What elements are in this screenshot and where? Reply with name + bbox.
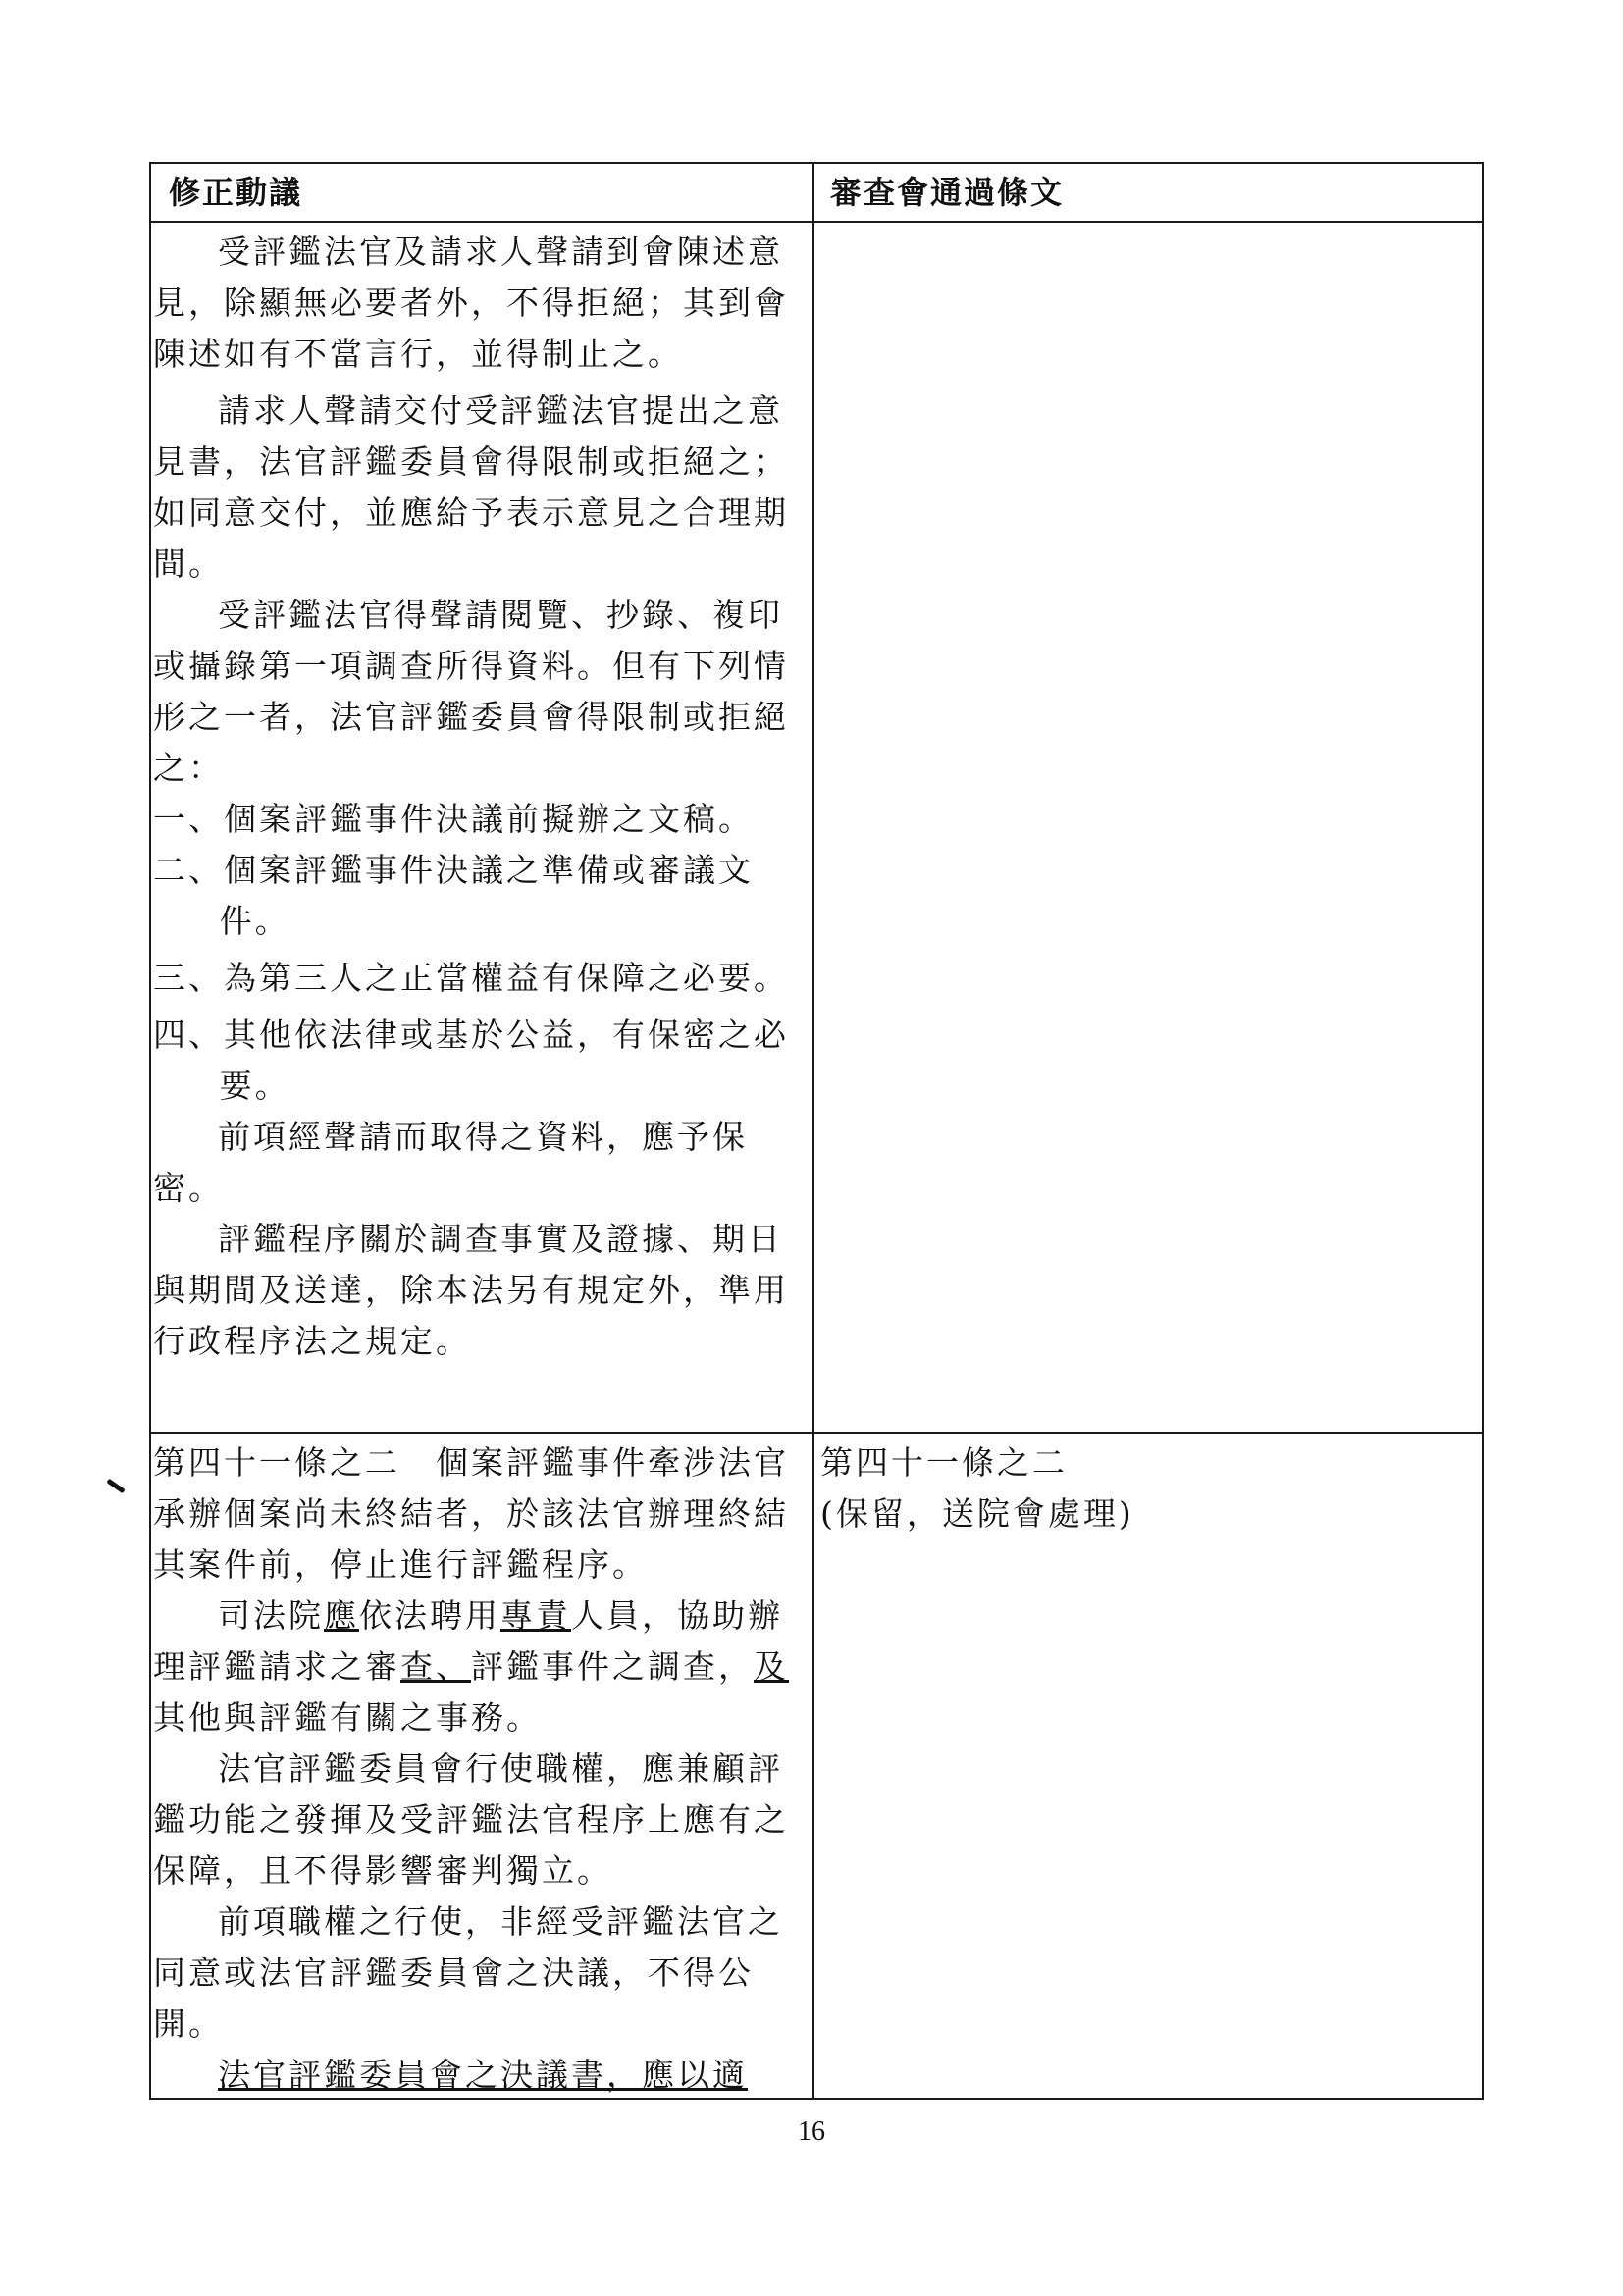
text-segment: 依法聘用 <box>359 1596 500 1635</box>
underlined-text: 應 <box>324 1596 359 1635</box>
underlined-text: 法官評鑑委員會之決議書，應以適 <box>218 2056 748 2094</box>
paragraph: 受評鑑法官及請求人聲請到會陳述意見，除顯無必要者外，不得拒絕；其到會陳述如有不當言行，並得制止之。 <box>153 233 789 373</box>
row2-committee-cell <box>820 1437 1478 1539</box>
margin-mark <box>106 1479 125 1494</box>
header-divider <box>151 221 1482 223</box>
text-segment: 評鑑事件之調查， <box>471 1647 754 1686</box>
row2-amendment-cell <box>153 1437 811 2101</box>
amendment-comparison-table <box>149 162 1484 2100</box>
text-segment: 司法院 <box>218 1596 324 1635</box>
article-number: 第四十一條之二 <box>820 1443 1068 1482</box>
text-segment: 人員，協助辦理評鑑請求之審 <box>153 1596 783 1686</box>
text-segment: 其他與評鑑有關之事務。 <box>153 1698 542 1737</box>
underlined-text: 查、 <box>400 1647 471 1686</box>
reservation-note: (保留，送院會處理) <box>820 1494 1134 1533</box>
list-item: 一、個案評鑑事件決議前擬辦之文稿。 <box>153 800 754 838</box>
paragraph: 法官評鑑委員會行使職權，應兼顧評鑑功能之發揮及受評鑑法官程序上應有之保障，且不得影響審判獨立。 <box>153 1749 789 1890</box>
underlined-text: 專責 <box>500 1596 571 1635</box>
paragraph: 受評鑑法官得聲請閱覽、抄錄、複印或攝錄第一項調查所得資料。但有下列情形之一者，法官評鑑委員會得限制或拒絕之： <box>153 596 789 787</box>
page-number: 16 <box>798 2116 825 2147</box>
paragraph: 請求人聲請交付受評鑑法官提出之意見書，法官評鑑委員會得限制或拒絕之；如同意交付，並應給予表示意見之合理期間。 <box>153 391 789 583</box>
row1-amendment-cell <box>153 227 811 1367</box>
list-item: 二、個案評鑑事件決議之準備或審議文件。 <box>153 851 754 940</box>
header-amendment-motion: 修正動議 <box>169 174 303 211</box>
paragraph: 評鑑程序關於調查事實及證據、期日與期間及送達，除本法另有規定外，準用行政程序法之規定。 <box>153 1220 789 1360</box>
row-divider <box>151 1432 1482 1434</box>
underlined-text: 及 <box>754 1647 789 1686</box>
list-item: 四、其他依法律或基於公益，有保密之必要。 <box>153 1016 789 1105</box>
paragraph: 前項經聲請而取得之資料，應予保密。 <box>153 1118 748 1207</box>
header-committee-passed-text: 審查會通過條文 <box>830 174 1065 211</box>
article-paragraph: 第四十一條之二 個案評鑑事件牽涉法官承辦個案尚未終結者，於該法官辦理終結其案件前，停止進行評鑑程序。 <box>153 1443 789 1584</box>
column-divider <box>812 164 814 2098</box>
list-item: 三、為第三人之正當權益有保障之必要。 <box>153 959 789 997</box>
paragraph <box>153 1591 811 1744</box>
paragraph: 前項職權之行使，非經受評鑑法官之同意或法官評鑑委員會之決議，不得公開。 <box>153 1903 783 2043</box>
paragraph <box>153 2050 811 2101</box>
